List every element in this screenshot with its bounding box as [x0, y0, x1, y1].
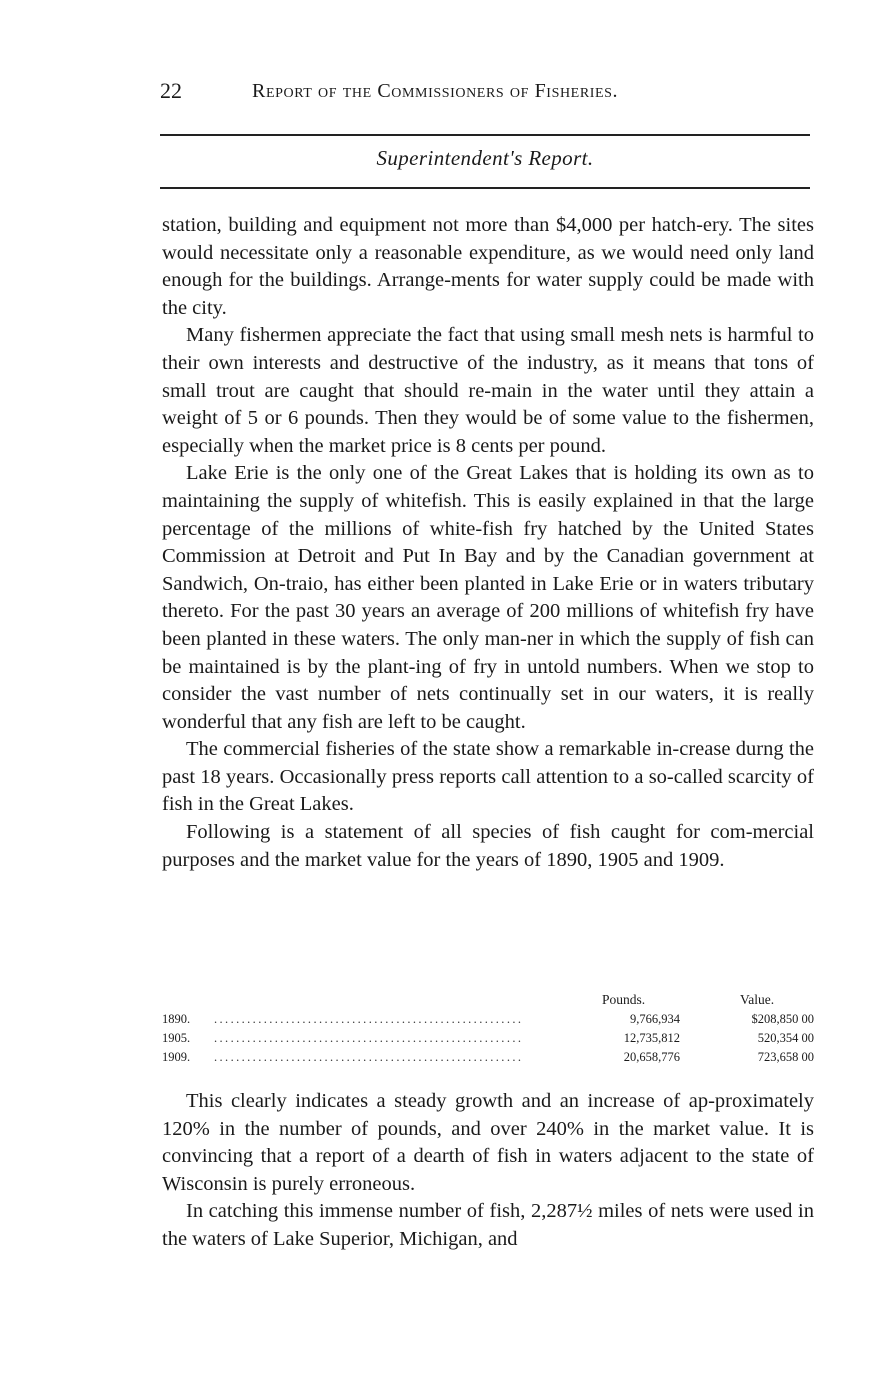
catch-statistics-table — [162, 992, 814, 1069]
header-rule-top — [160, 134, 810, 136]
header-rule-bottom — [160, 187, 810, 189]
leader-dots: ........................................................ — [214, 1012, 524, 1026]
value-cell: $208,850 00 — [751, 1012, 814, 1026]
closing-text — [162, 1088, 814, 1254]
paragraph-3: Lake Erie is the only one of the Great Lakes that is holding its own as to maintaining the supply of whitefish. This is easily explained in that the large percentage of the millions of white-fish fry hatched by the United States Commission at Detroit and Put In Bay and by the Canadian government at Sandwich, On-traio, has either been planted in Lake Erie or in waters tributary thereto. For the past 30 years an average of 200 millions of whitefish fry have been planted in these waters. The only man-ner in which the supply of fish can be maintained is by the plant-ing of fry in untold numbers. When we stop to consider the vast number of nets continually set in our waters, it is really wonderful that any fish are left to be caught. — [162, 462, 814, 733]
pounds-column-header: Pounds. — [602, 992, 646, 1007]
paragraph-1: station, building and equipment not more than $4,000 per hatch-ery. The sites would necessitate only a reasonable expenditure, as we would need only land enough for the buildings. Arrange-ments for water supply could be made with the city. — [162, 214, 814, 319]
page-number: 22 — [160, 78, 182, 103]
leader-dots: ........................................................ — [214, 1050, 524, 1064]
year-cell: 1909. — [162, 1050, 191, 1064]
leader-dots: ........................................................ — [214, 1031, 524, 1045]
value-cell: 520,354 00 — [757, 1031, 814, 1045]
table-row — [162, 1050, 814, 1069]
paragraph-2: Many fishermen appreciate the fact that using small mesh nets is harmful to their own interests and destructive of the industry, as it means that tons of small trout are caught that should re-main in the water until they attain a weight of 5 or 6 pounds. Then they would be of some value to the fishermen, especially when the market price is 8 cents per pound. — [162, 324, 814, 457]
table-row — [162, 1012, 814, 1031]
pounds-cell: 9,766,934 — [630, 1012, 680, 1026]
paragraph-5: Following is a statement of all species of fish caught for com-mercial purposes and the market value for the years of 1890, 1905 and 1909. — [162, 821, 814, 871]
pounds-cell: 20,658,776 — [623, 1050, 680, 1064]
paragraph-6: This clearly indicates a steady growth and an increase of ap-proximately 120% in the number of pounds, and over 240% in the market value. It is convincing that a report of a dearth of fish in waters adjacent to the state of Wisconsin is purely erroneous. — [162, 1090, 814, 1195]
pounds-cell: 12,735,812 — [623, 1031, 680, 1045]
year-cell: 1905. — [162, 1031, 191, 1045]
paragraph-7: In catching this immense number of fish, 2,287½ miles of nets were used in the waters of Lake Superior, Michigan, and — [162, 1200, 814, 1250]
report-title: Report of the Commissioners of Fisheries. — [252, 80, 619, 102]
table-row — [162, 1031, 814, 1050]
running-head — [160, 78, 812, 108]
year-cell: 1890. — [162, 1012, 191, 1026]
body-text — [162, 212, 814, 874]
value-cell: 723,658 00 — [757, 1050, 814, 1064]
value-column-header: Value. — [740, 992, 775, 1007]
section-title: Superintendent's Report. — [376, 146, 594, 170]
table-header-row — [162, 992, 814, 1012]
paragraph-4: The commercial fisheries of the state show a remarkable in-crease durng the past 18 years. Occasionally press reports call attention to a so-called scarcity of fish in the Great Lakes. — [162, 738, 814, 816]
